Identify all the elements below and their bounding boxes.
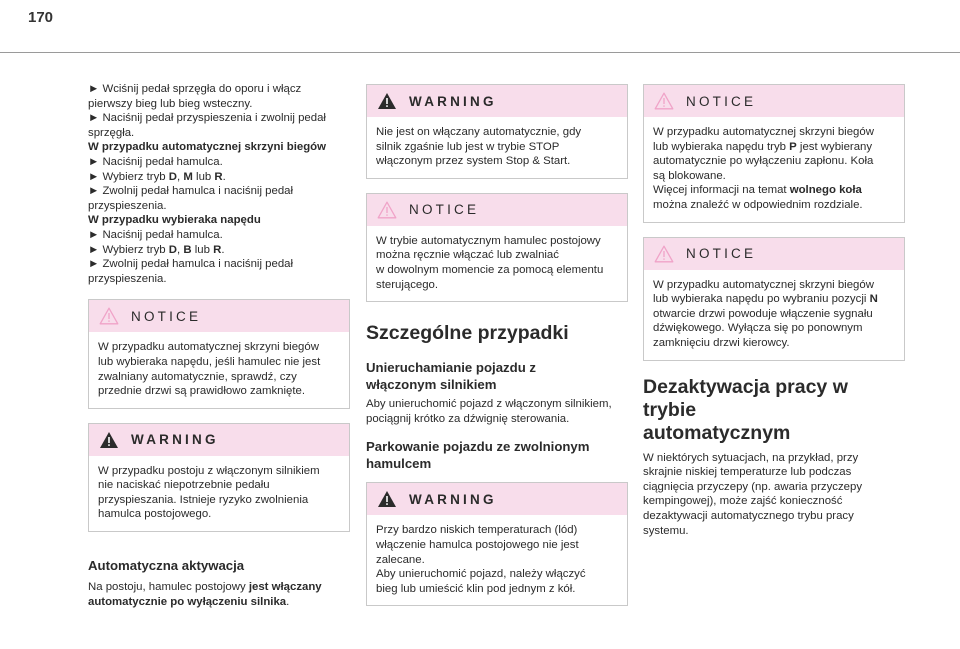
paragraph: [366, 397, 628, 426]
notice-body: [644, 117, 904, 222]
warning-filled-icon: [377, 490, 397, 508]
text-line: Więcej informacji na temat wolnego koła: [653, 184, 862, 197]
text-line: ► Naciśnij pedał hamulca.: [88, 155, 223, 168]
text-line: W niektórych sytuacjach, na przykład, przy: [643, 451, 859, 464]
text-line: pociągnij krótko za dźwignię sterowania.: [366, 412, 570, 425]
intro-text: [88, 82, 350, 286]
text-line: automatycznym: [643, 421, 791, 444]
warning-outline-icon: [654, 92, 674, 110]
column-3: [643, 84, 905, 538]
text-line: przednie drzwi są prawidłowo zamknięte.: [98, 385, 306, 398]
text-line: Aby unieruchomić pojazd, należy włączyć: [376, 568, 586, 581]
section-title: [643, 376, 905, 445]
text-line: Przy bardzo niskich temperaturach (lód): [376, 524, 578, 537]
text-line: W przypadku automatycznej skrzyni biegów: [653, 278, 874, 291]
text-line: systemu.: [643, 524, 689, 537]
text-line: włączonym przez system Stop & Start.: [376, 155, 571, 168]
text-line: W przypadku automatycznej skrzyni biegów: [98, 341, 319, 354]
text-line: przyspieszenia.: [88, 199, 167, 212]
text-line: dezaktywacji automatycznego trybu pracy: [643, 509, 854, 522]
text-line: dźwiękowego. Wyłącza się po ponownym: [653, 322, 863, 335]
paragraph: [643, 451, 905, 539]
text-line: otwarcie drzwi powoduje włączenie sygnału: [653, 307, 873, 320]
notice-title: NOTICE: [686, 246, 757, 262]
notice-box: [88, 299, 350, 408]
text-line: kempingowej), może zajść konieczność: [643, 495, 843, 508]
text-line: zalecane.: [376, 553, 425, 566]
subheading: [366, 359, 628, 393]
warning-body: [367, 515, 627, 605]
text-line: lub wybieraka napędu po wybraniu pozycji N: [653, 293, 878, 306]
notice-title: NOTICE: [131, 308, 202, 324]
text-line: przyspieszenia.: [88, 272, 167, 285]
text-line: ► Zwolnij pedał hamulca i naciśnij pedał: [88, 258, 294, 271]
text-line: ► Wciśnij pedał sprzęgła do oporu i włącz: [88, 83, 302, 95]
warning-filled-icon: [377, 92, 397, 110]
warning-box: [366, 482, 628, 606]
warning-body: [367, 117, 627, 178]
text-line: W przypadku postoju z włączonym silnikiem: [98, 464, 320, 477]
text-line: bieg lub umieścić klin pod jednym z kół.: [376, 582, 576, 595]
column-1: [88, 82, 350, 609]
text-line: w dowolnym momencie za pomocą elementu: [376, 263, 604, 276]
section-title: Szczególne przypadki: [366, 322, 569, 345]
notice-title: NOTICE: [686, 93, 757, 109]
warning-outline-icon: [99, 307, 119, 325]
text-line: sterującego.: [376, 278, 439, 291]
text-line: włączenie hamulca postojowego nie jest: [376, 538, 579, 551]
warning-box: [366, 84, 628, 179]
notice-box: [366, 193, 628, 302]
text-line: hamulca postojowego.: [98, 508, 212, 521]
text-line: Na postoju, hamulec postojowy jest włączany: [88, 581, 322, 594]
paragraph: [88, 580, 350, 609]
text-line: można ręcznie włączać lub zwalniać: [376, 249, 559, 262]
subheading: [366, 438, 628, 472]
text-line: Nie jest on włączany automatycznie, gdy: [376, 126, 582, 138]
notice-header: [644, 238, 904, 270]
notice-body: [89, 332, 349, 407]
header-rule: [0, 52, 960, 53]
notice-title: NOTICE: [409, 202, 480, 218]
text-line: ► Wybierz tryb D, B lub R.: [88, 243, 225, 256]
text-line: ► Naciśnij pedał przyspieszenia i zwolnij pedał: [88, 112, 326, 125]
column-2: [366, 84, 628, 606]
text-line: W przypadku wybieraka napędu: [88, 214, 261, 227]
text-line: ► Wybierz tryb D, M lub R.: [88, 170, 226, 183]
warning-body: [89, 456, 349, 531]
warning-outline-icon: [377, 201, 397, 219]
warning-header: [89, 424, 349, 456]
notice-body: [367, 226, 627, 301]
text-line: włączonym silnikiem: [366, 377, 497, 393]
text-line: hamulcem: [366, 456, 432, 472]
text-line: Dezaktywacja pracy w trybie: [643, 375, 848, 421]
text-line: W przypadku automatycznej skrzyni biegów: [88, 141, 326, 154]
warning-title: WARNING: [409, 93, 497, 109]
text-line: ciągnięcia przyczepy (np. awaria przyczepy: [643, 480, 863, 493]
text-line: sprzęgła.: [88, 126, 135, 139]
section-heading: Automatyczna aktywacja: [88, 558, 245, 574]
notice-header: [367, 194, 627, 226]
text-line: ► Zwolnij pedał hamulca i naciśnij pedał: [88, 185, 294, 198]
warning-filled-icon: [99, 431, 119, 449]
text-line: nie naciskać niepotrzebnie pedału: [98, 479, 270, 492]
warning-title: WARNING: [409, 491, 497, 507]
notice-box: [643, 84, 905, 223]
text-line: Unieruchamianie pojazdu z: [366, 360, 537, 376]
text-line: silnik zgaśnie lub jest w trybie STOP: [376, 140, 560, 153]
text-line: W trybie automatycznym hamulec postojowy: [376, 234, 601, 247]
warning-outline-icon: [654, 245, 674, 263]
text-line: zamknięciu drzwi kierowcy.: [653, 336, 790, 349]
text-line: Parkowanie pojazdu ze zwolnionym: [366, 439, 590, 455]
page-number: 170: [28, 9, 54, 26]
notice-header: [644, 85, 904, 117]
text-line: są blokowane.: [653, 169, 726, 182]
text-line: automatycznie po wyłączeniu silnika.: [88, 595, 290, 608]
text-line: pierwszy bieg lub bieg wsteczny.: [88, 97, 253, 110]
notice-header: [89, 300, 349, 332]
notice-body: [644, 270, 904, 360]
text-line: lub wybieraka napędu, jeśli hamulec nie jest: [98, 355, 321, 368]
text-line: lub wybieraka napędu tryb P jest wybierany: [653, 140, 873, 153]
text-line: W przypadku automatycznej skrzyni biegów: [653, 126, 874, 138]
notice-box: [643, 237, 905, 361]
warning-header: [367, 483, 627, 515]
text-line: przyspieszania. Istnieje ryzyko zwolnienia: [98, 493, 309, 506]
text-line: można znaleźć w odpowiednim rozdziale.: [653, 198, 863, 211]
text-line: Aby unieruchomić pojazd z włączonym silnikiem,: [366, 398, 612, 411]
text-line: ► Naciśnij pedał hamulca.: [88, 228, 223, 241]
text-line: automatycznie po wyłączeniu zapłonu. Koła: [653, 155, 874, 168]
warning-header: [367, 85, 627, 117]
text-line: zwalniany automatycznie, sprawdź, czy: [98, 370, 297, 383]
warning-title: WARNING: [131, 432, 219, 448]
warning-box: [88, 423, 350, 532]
text-line: skrajnie niskiej temperaturze lub podczas: [643, 466, 852, 479]
